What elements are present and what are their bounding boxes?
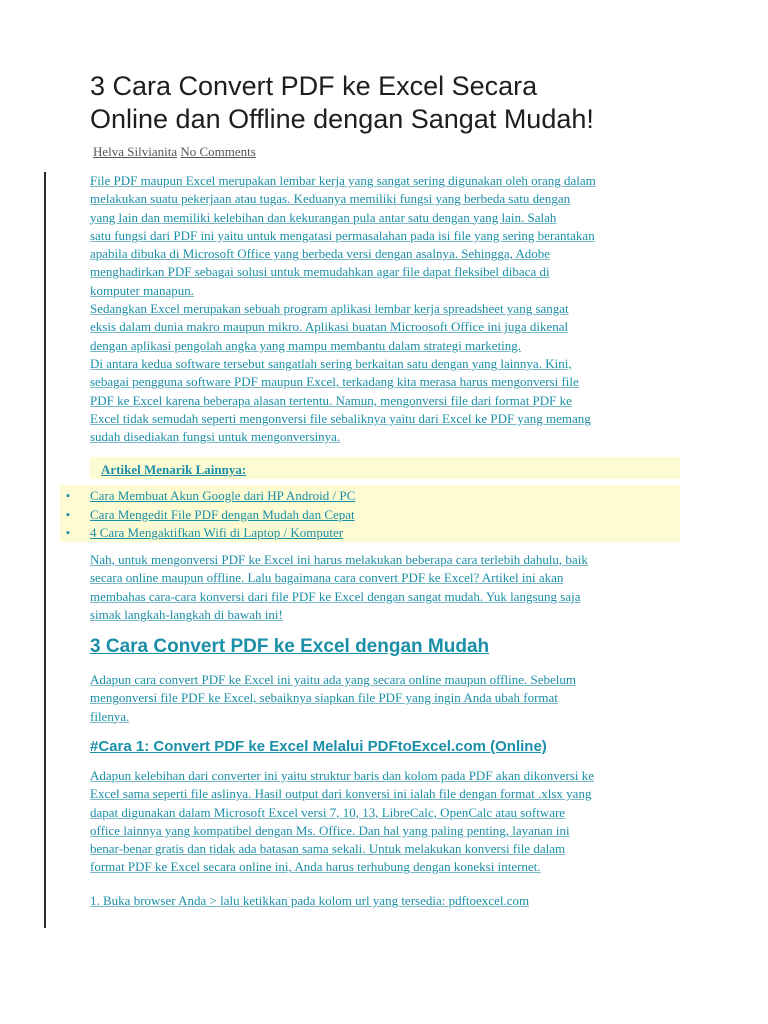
paragraph-line: komputer manapun. [90,282,194,298]
paragraph-line: sebagai pengguna software PDF maupun Excel, terkadang kita merasa harus mengonversi file [90,374,579,390]
related-article-item[interactable] [66,506,355,525]
related-articles-list [66,487,355,543]
article-title [90,70,740,136]
paragraph-line: Nah, untuk mengonversi PDF ke Excel ini harus melakukan beberapa cara terlebih dahulu, baik [90,552,588,567]
paragraph-line: apabila dibuka di Microsoft Office yang berbeda versi dengan asalnya. Sehingga, Adobe [90,246,551,262]
paragraph-line: Adapun kelebihan dari converter ini yaitu struktur baris dan kolom pada PDF akan dikonversi ke [90,768,594,783]
paragraph-line: PDF ke Excel karena beberapa alasan tertentu. Namun, mengonversi file dari format PDF ke [90,392,572,408]
step-1-text: 1. Buka browser Anda > lalu ketikkan pada kolom url yang tersedia: pdftoexcel.com [90,893,530,908]
comments-link[interactable]: No Comments [180,144,256,159]
paragraph-line: Excel sama seperti file aslinya. Hasil output dari konversi ini ialah file dengan format .xlsx yang [90,786,592,802]
paragraph-line: filenya. [90,708,130,724]
related-article-link[interactable]: Cara Membuat Akun Google dari HP Android / PC [90,488,356,503]
bullet-icon: ▪ [66,527,70,539]
paragraph-line: secara online maupun offline. Lalu bagaimana cara convert PDF ke Excel? Artikel ini akan [90,570,564,586]
subheading-cara-1: #Cara 1: Convert PDF ke Excel Melalui PDFtoExcel.com (Online) [90,738,547,755]
paragraph-line: membahas cara-cara konversi dari file PDF ke Excel dengan sangat mudah. Yuk langsung saja [90,588,581,604]
paragraph-line: Sedangkan Excel merupakan sebuah program aplikasi lembar kerja spreadsheet yang sangat [90,301,569,317]
article-title-line-2: Online dan Offline dengan Sangat Mudah! [90,104,594,134]
paragraph-3 [90,671,680,726]
bullet-icon: ▪ [66,490,70,502]
paragraph-line: format PDF ke Excel secara online ini, Anda harus terhubung dengan koneksi internet. [90,859,541,875]
step-1-paragraph [90,892,680,910]
paragraph-line: office lainnya yang kompatibel dengan Ms. Office. Dan hal yang paling penting, layanan ini [90,822,570,838]
article-meta [93,144,256,160]
paragraph-line: dengan aplikasi pengolah angka yang mampu membantu dalam strategi marketing. [90,337,522,353]
paragraph-line: eksis dalam dunia makro maupun mikro. Aplikasi buatan Microosoft Office ini juga dikenal [90,319,569,335]
paragraph-line: yang lain dan memiliki kelebihan dan kekurangan pula antar satu dengan yang lain. Salah [90,209,557,225]
intro-paragraph [90,172,680,446]
paragraph-line: Adapun cara convert PDF ke Excel ini yaitu ada yang secara online maupun offline. Sebelum [90,672,577,687]
paragraph-line: File PDF maupun Excel merupakan lembar kerja yang sangat sering digunakan oleh orang dalam [90,173,596,188]
article-title-line-1: 3 Cara Convert PDF ke Excel Secara [90,71,538,101]
paragraph-line: simak langkah-langkah di bawah ini! [90,606,283,622]
paragraph-line: sudah disediakan fungsi untuk mengonversinya. [90,429,341,445]
related-article-item[interactable] [66,487,355,506]
related-article-link[interactable]: Cara Mengedit File PDF dengan Mudah dan Cepat [90,506,355,522]
paragraph-line: mengonversi file PDF ke Excel, sebaiknya siapkan file PDF yang ingin Anda ubah format [90,690,558,706]
paragraph-line: dapat digunakan dalam Microsoft Excel versi 7, 10, 13, LibreCalc, OpenCalc atau software [90,804,566,820]
related-articles-title: Artikel Menarik Lainnya: [101,462,247,477]
author-link[interactable]: Helva Silvianita [93,144,178,159]
paragraph-line: melakukan suatu pekerjaan atau tugas. Keduanya memiliki fungsi yang berbeda satu dengan [90,191,571,207]
related-article-item[interactable] [66,524,355,543]
section-heading: 3 Cara Convert PDF ke Excel dengan Mudah [90,636,490,657]
related-article-link[interactable]: 4 Cara Mengaktifkan Wifi di Laptop / Komputer [90,525,344,540]
paragraph-line: satu fungsi dari PDF ini yaitu untuk mengatasi permasalahan pada isi file yang sering berantakan [90,227,595,243]
bullet-icon: ▪ [66,508,70,521]
paragraph-line: menghadirkan PDF sebagai solusi untuk memudahkan agar file dapat fleksibel dibaca di [90,264,550,280]
paragraph-2 [90,551,680,624]
left-margin-rule [44,172,46,928]
paragraph-4 [90,767,680,877]
paragraph-line: benar-benar gratis dan tidak ada batasan sama sekali. Untuk melakukan konversi file dalam [90,841,566,857]
paragraph-line: Di antara kedua software tersebut sangatlah sering berkaitan satu dengan yang lainnya. Kini, [90,355,572,371]
paragraph-line: Excel tidak semudah seperti mengonversi file sebaliknya yaitu dari Excel ke PDF yang memang [90,410,591,426]
